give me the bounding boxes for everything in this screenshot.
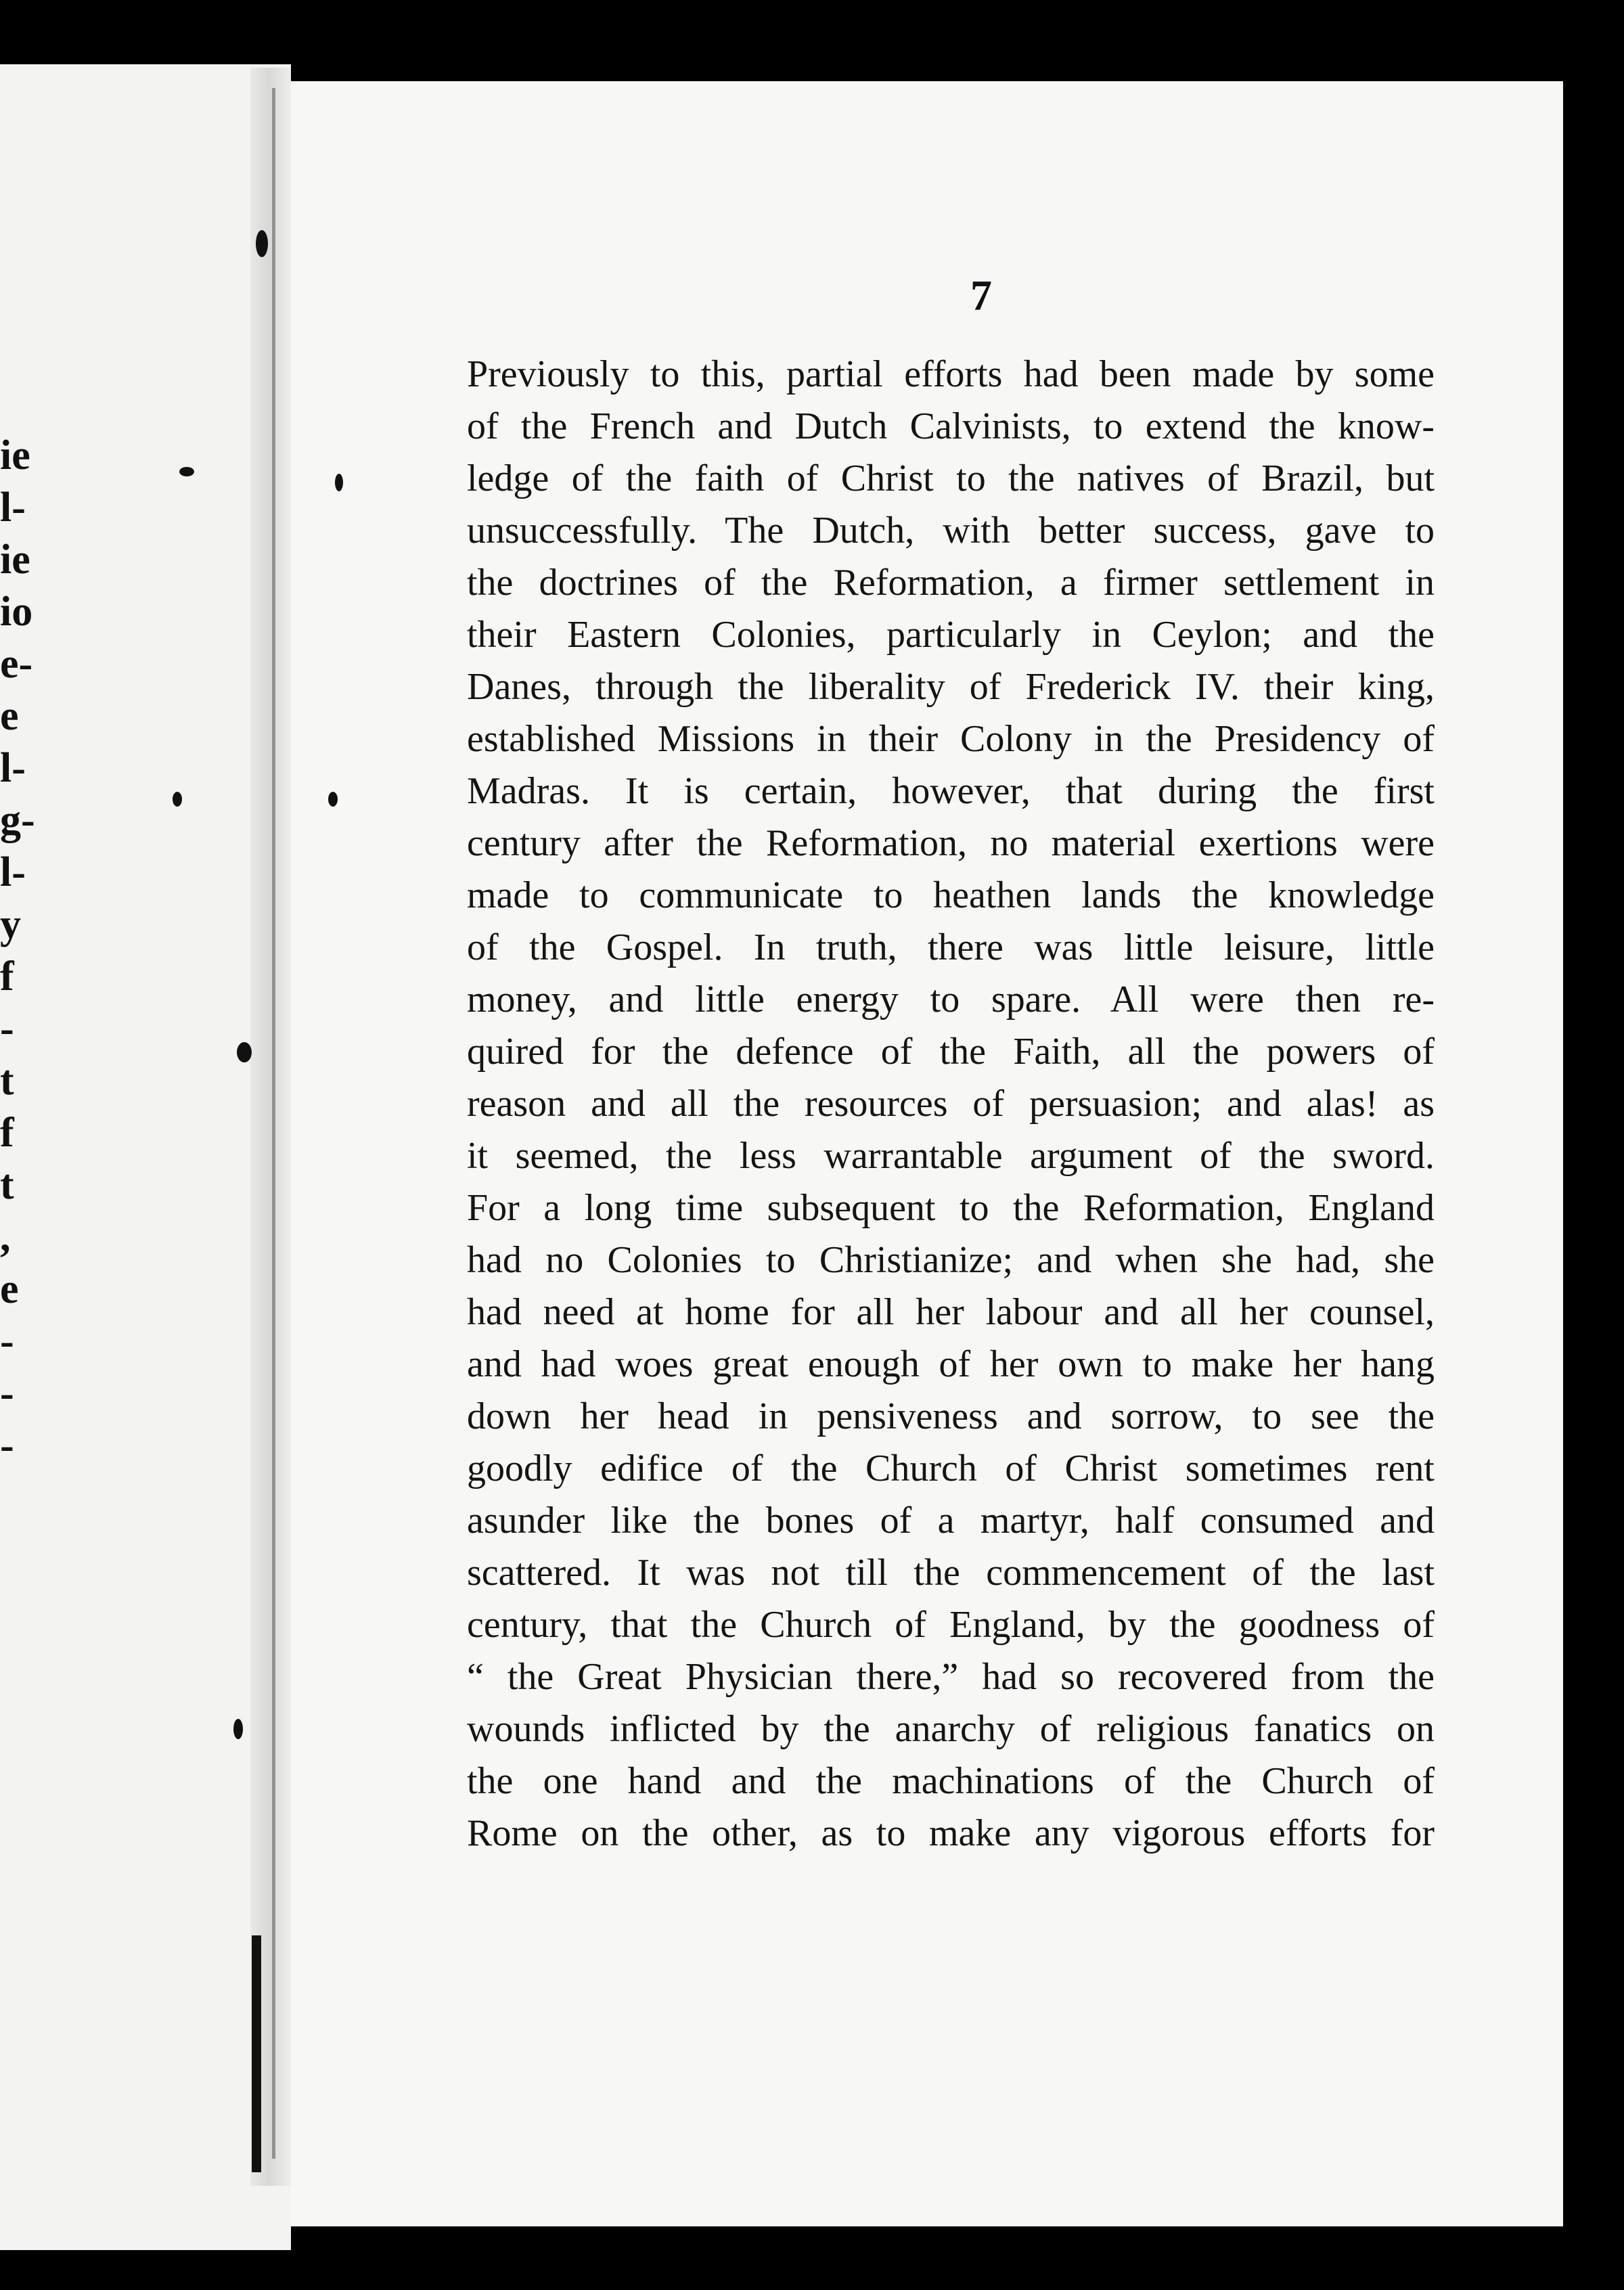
facing-page xyxy=(0,64,291,2250)
edge-fragment: - xyxy=(0,1006,14,1052)
text-line: Previously to this, partial efforts had been made by some xyxy=(467,353,1435,395)
text-line: century after the Reformation, no material exertions were xyxy=(467,822,1435,864)
edge-fragment: f xyxy=(0,1110,14,1156)
edge-fragment: e xyxy=(0,693,19,739)
text-line: of the Gospel. In truth, there was little leisure, little xyxy=(467,926,1435,968)
facing-page-edge-text xyxy=(0,430,41,1472)
text-line: money, and little energy to spare. All were then re- xyxy=(467,979,1435,1020)
ink-speck xyxy=(237,1042,252,1062)
text-line: down her head in pensiveness and sorrow, to see the xyxy=(467,1395,1435,1437)
text-line: had need at home for all her labour and all her counsel, xyxy=(467,1291,1435,1333)
book-gutter xyxy=(250,68,291,2186)
text-line: For a long time subsequent to the Reformation, England xyxy=(467,1187,1435,1229)
edge-fragment: t xyxy=(0,1058,14,1104)
edge-fragment: e xyxy=(0,1266,19,1312)
text-line: Danes, through the liberality of Frederick IV. their king, xyxy=(467,666,1435,708)
text-line: and had woes great enough of her own to make her hang xyxy=(467,1343,1435,1385)
text-line: quired for the defence of the Faith, all the powers of xyxy=(467,1031,1435,1073)
gutter-dark-mark xyxy=(252,1935,261,2172)
text-line: wounds inflicted by the anarchy of religious fanatics on xyxy=(467,1708,1435,1750)
text-line: of the French and Dutch Calvinists, to extend the know- xyxy=(467,405,1435,447)
edge-fragment: - xyxy=(0,1422,14,1468)
text-line: Madras. It is certain, however, that during the first xyxy=(467,770,1435,812)
edge-fragment: - xyxy=(0,1318,14,1364)
text-line: century, that the Church of England, by the goodness of xyxy=(467,1604,1435,1646)
text-line: their Eastern Colonies, particularly in Ceylon; and the xyxy=(467,614,1435,656)
page-number: 7 xyxy=(970,271,992,319)
text-line: the one hand and the machinations of the Church of xyxy=(467,1760,1435,1802)
text-line: reason and all the resources of persuasion; and alas! as xyxy=(467,1083,1435,1125)
text-line: Rome on the other, as to make any vigorous efforts for xyxy=(467,1812,1435,1854)
ink-speck xyxy=(335,474,343,491)
gutter-shadow-line xyxy=(272,88,275,2159)
ink-speck xyxy=(179,467,194,476)
edge-fragment: l- xyxy=(0,485,26,531)
edge-fragment: ie xyxy=(0,537,30,583)
edge-fragment: l- xyxy=(0,745,26,791)
ink-speck xyxy=(173,792,182,807)
text-line: asunder like the bones of a martyr, half consumed and xyxy=(467,1500,1435,1542)
text-line: ledge of the faith of Christ to the natives of Brazil, but xyxy=(467,457,1435,499)
edge-fragment: - xyxy=(0,1370,14,1416)
text-line: it seemed, the less warrantable argument of the sword. xyxy=(467,1135,1435,1177)
edge-fragment: e- xyxy=(0,641,33,687)
ink-speck xyxy=(328,792,338,807)
edge-fragment: ie xyxy=(0,432,30,478)
text-line: unsuccessfully. The Dutch, with better success, gave to xyxy=(467,510,1435,552)
edge-fragment: f xyxy=(0,953,14,1000)
edge-fragment: y xyxy=(0,901,21,947)
edge-fragment: g- xyxy=(0,797,35,843)
text-line: the doctrines of the Reformation, a firmer settlement in xyxy=(467,562,1435,604)
ink-speck xyxy=(256,230,268,257)
edge-fragment: , xyxy=(0,1214,11,1260)
text-line: established Missions in their Colony in the Presidency of xyxy=(467,718,1435,760)
text-line: goodly edifice of the Church of Christ sometimes rent xyxy=(467,1447,1435,1489)
text-line: made to communicate to heathen lands the knowledge xyxy=(467,874,1435,916)
edge-fragment: t xyxy=(0,1162,14,1208)
ink-speck xyxy=(233,1719,243,1739)
text-line: scattered. It was not till the commencement of the last xyxy=(467,1552,1435,1594)
edge-fragment: io xyxy=(0,589,33,635)
text-line: “ the Great Physician there,” had so recovered from the xyxy=(467,1656,1435,1698)
text-line: had no Colonies to Christianize; and when she had, she xyxy=(467,1239,1435,1281)
body-text xyxy=(467,349,1435,1860)
edge-fragment: l- xyxy=(0,849,26,895)
